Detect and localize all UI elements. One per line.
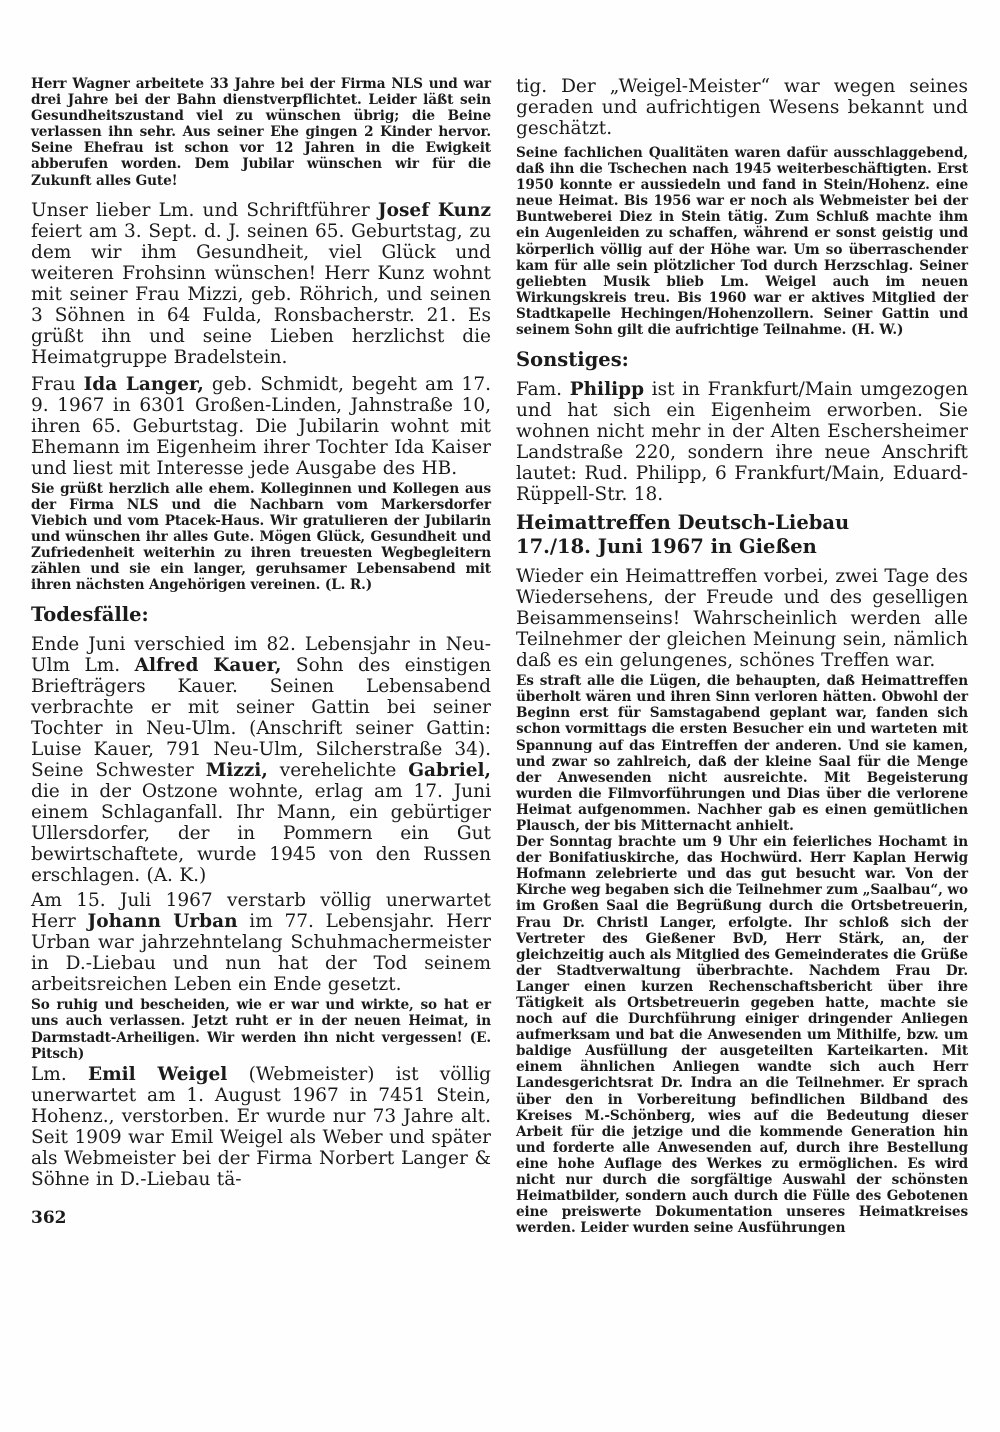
page-number: 362 [31,1207,67,1228]
philipp-move-paragraph [516,379,968,505]
kauer-sister-married-name: Gabriel, [408,760,491,782]
birthday-langer-paragraph [31,374,491,479]
kauer-text-mid2: verehelichte [267,760,409,782]
weigel-continuation-paragraph [516,76,968,139]
langer-greeting-paragraph [31,481,491,594]
weigel-text-post: (Webmeister) ist völlig unerwartet am 1. August 1967 in 7451 Stein, Hohenz., verstorben. Er wurde nur 73 Jahre alt. Seit 1909 war Emil Weigel als Weber und später als Webmeister bei der Firma Norbert Langer & Söhne in D.-Liebau tä- [31,1063,491,1190]
misc-section-heading: Sonstiges: [516,348,629,372]
philipp-text-post: ist in Frankfurt/Main umgezogen und hat sich ein Eigenheim erworben. Sie wohnen nicht mehr in der Alten Eschersheimer Landstraße 220, sondern ihre neue Anschrift lautet: Rud. Philipp, 6 Frankfurt/Main, Eduard-Rüppell-Str. 18. [516,379,969,506]
birthday-kunz-paragraph [31,200,491,368]
meeting-report-text-1: Es straft alle die Lügen, die behaupten, daß Heimattreffen überholt wären und ihren Sinn verloren hätten. Obwohl der Beginn erst für Samstagabend geplant war, fanden sich schon vormittags die ersten Besucher ein und warteten mit Spannung auf das Eintreffen der anderen. Und sie kamen, und zwar so zahlreich, daß der kleine Saal für die Menge der Anwesenden nicht ausreichte. Mit Begeisterung wurden die Filmvorführungen und Dias über die verlorene Heimat aufgenommen. Nachher gab es einen gemütlichen Plausch, der bis Mitternacht anhielt. [516,673,968,834]
meeting-heading-line1: Heimattreffen Deutsch-Liebau [516,511,850,535]
right-column [516,76,968,1236]
kunz-text-pre: Unser lieber Lm. und Schriftführer [31,199,378,221]
wagner-text: Herr Wagner arbeitete 33 Jahre bei der Firma NLS und war drei Jahre bei der Bahn dienstverpflichtet. Leider läßt sein Gesundheitszustand viel zu wünschen übrig; die Beine verlassen ihn sehr. Aus seiner Ehe gingen 2 Kinder hervor. Seine Ehefrau ist schon vor 12 Jahren in die Ewigkeit abberufen worden. Dem Jubilar wünschen wir für die Zukunft alles Gute! [31,76,491,189]
obituary-urban-paragraph [31,890,491,995]
kauer-text-mid1: Sohn des einstigen Briefträgers Kauer. Seinen Lebensabend verbrachte er mit seiner Gattin bei seiner Tochter in Neu-Ulm. (Anschrift seiner Gattin: Luise Kauer, 791 Neu-Ulm, Silcherstraße 34). Seine Schwester [31,655,491,782]
obituary-kauer-paragraph [31,634,491,886]
meeting-section-heading [516,511,968,559]
meeting-intro-text: Wieder ein Heimattreffen vorbei, zwei Tage des Wiedersehens, der Freude und des geselligen Beisammenseins! Wahrscheinlich werden alle Teilnehmer der gleichen Meinung sein, nämlich daß es ein gelungenes, schönes Treffen war. [516,566,968,672]
weigel-continuation-text: tig. Der „Weigel-Meister“ war wegen seines geraden und aufrichtigen Wesens bekannt und geschätzt. [516,76,968,139]
deaths-section-heading: Todesfälle: [31,603,149,627]
weigel-detail-paragraph [516,145,968,338]
urban-tribute-text: So ruhig und bescheiden, wie er war und wirkte, so hat er uns auch verlassen. Jetzt ruht er in der neuen Heimat, in Darmstadt-Arheiligen. Wir werden ihn nicht vergessen! (E. Pitsch) [31,997,491,1062]
meeting-intro-paragraph [516,566,968,671]
urban-tribute-paragraph [31,997,491,1061]
langer-name: Ida Langer, [83,373,204,395]
kauer-sister-name: Mizzi, [205,760,268,782]
weigel-detail-text: Seine fachlichen Qualitäten waren dafür ausschlaggebend, daß ihn die Tschechen nach 1945 weiterbeschäftigten. Erst 1950 konnte er aussiedeln und fand in Stein/Hohenz. eine neue Heimat. Bis 1956 war er noch als Webmeister bei der Buntweberei Diez in Stein tätig. Zum Schluß machte ihm ein Augenleiden zu schaffen, während er sonst geistig und körperlich völlig auf der Höhe war. Um so überraschender kam für alle sein plötzlicher Tod durch Herzschlag. Seiner geliebten Musik blieb Lm. Weigel auch im neuen Wirkungskreis treu. Bis 1960 war er aktives Mitglied der Stadtkapelle Hechingen/Hohenzollern. Seiner Gattin und seinem Sohn gilt die aufrichtige Teilnahme. (H. W.) [516,145,968,339]
kunz-text-post: feiert am 3. Sept. d. J. seinen 65. Geburtstag, zu dem wir ihm Gesundheit, viel Glück und weiteren Frohsinn wünschen! Herr Kunz wohnt mit seiner Frau Mizzi, geb. Röhrich, und seinen 3 Söhnen in 64 Fulda, Ronsbacherstr. 21. Es grüßt ihn und seine Lieben herzlichst die Heimatgruppe Bradelstein. [31,220,491,368]
weigel-text-pre: Lm. [31,1063,88,1085]
langer-greeting-text: Sie grüßt herzlich alle ehem. Kolleginnen und Kollegen aus der Firma NLS und die Nachbarn vom Markersdorfer Viebich und vom Ptacek-Haus. Wir gratulieren der Jubilarin und wünschen ihr alles Gute. Mögen Glück, Gesundheit und Zufriedenheit weiterhin zu ihren treuesten Wegbegleitern zählen und sie ein langer, geruhsamer Lebensabend mit ihren nächsten Angehörigen vereinen. (L. R.) [31,480,491,594]
kunz-name: Josef Kunz [377,199,492,221]
kauer-name: Alfred Kauer, [134,655,282,677]
weigel-name: Emil Weigel [87,1063,228,1085]
philipp-text-pre: Fam. [516,379,570,401]
urban-text-post: im 77. Lebensjahr. Herr Urban war jahrzehntelang Schuhmachermeister in D.-Liebau und nun hat der Tod seinem arbeitsreichen Leben ein Ende gesetzt. [31,911,491,996]
meeting-report-paragraph-2 [516,834,968,1236]
obituary-weigel-paragraph [31,1064,491,1190]
philipp-name: Philipp [569,379,645,401]
left-column [31,76,491,1228]
kauer-text-pre: Ende Juni verschied im 82. Lebensjahr in Neu-Ulm Lm. [31,634,491,677]
anniversary-wagner-paragraph [31,76,491,189]
meeting-report-text-2: Der Sonntag brachte um 9 Uhr ein feierliches Hochamt in der Bonifatiuskirche, das Hochwürd. Herr Kaplan Herwig Hofmann zelebrierte und das gut besucht war. Von der Kirche weg begaben sich die Teilnehmer zum „Saalbau“, wo im Großen Saal die Begrüßung durch die Ortsbetreuerin, Frau Dr. Christl Langer, erfolgte. Ihr schloß sich der Vertreter des Gießener BvD, Herr Stärk, an, der gleichzeitig auch als Mitglied des Gemeinderates die Grüße der Stadtverwaltung überbrachte. Nachdem Frau Dr. Langer einen kurzen Rechenschaftsbericht über ihre Tätigkeit als Ortsbetreuerin gegeben hatte, machte sie noch auf die Durchführung einiger dringender Anliegen aufmerksam und bat die Anwesenden um Mithilfe, bzw. um baldige Ausfüllung der ausgeteilten Karteikarten. Mit einem ähnlichen Anliegen wandte sich auch Herr Landesgerichtsrat Dr. Indra an die Teilnehmer. Er sprach über den in Vorbereitung befindlichen Bildband des Kreises M.-Schönberg, wies auf die Bedeutung dieser Arbeit für die jetzige und die kommende Generation hin und forderte alle Anwesenden auf, durch ihre Bestellung eine hohe Auflage des Werkes zu ermöglichen. Es wird nicht nur durch die sorgfältige Auswahl der schönsten Heimatbilder, sondern auch durch die Fülle des Gebotenen eine preiswerte Dokumentation unseres Heimatkreises werden. Leider wurden seine Ausführungen [516,834,968,1237]
urban-name: Johann Urban [87,911,238,933]
meeting-heading-line2: 17./18. Juni 1967 in Gießen [516,535,817,559]
langer-text-pre: Frau [31,373,84,395]
langer-text-post: geb. Schmidt, begeht am 17. 9. 1967 in 6301 Großen-Linden, Jahnstraße 10, ihren 65. Geburtstag. Die Jubilarin wohnt mit Ehemann im Eigenheim ihrer Tochter Ida Kaiser und liest mit Interesse jede Ausgabe des HB. [31,373,491,479]
kauer-text-post: die in der Ostzone wohnte, erlag am 17. Juni einem Schlaganfall. Ihr Mann, ein gebürtiger Ullersdorfer, der in Pommern ein Gut bewirtschaftete, wurde 1945 von den Russen erschlagen. (A. K.) [31,781,491,887]
meeting-report-paragraph-1 [516,673,968,834]
urban-text-pre: Am 15. Juli 1967 verstarb völlig unerwartet Herr [31,890,491,933]
